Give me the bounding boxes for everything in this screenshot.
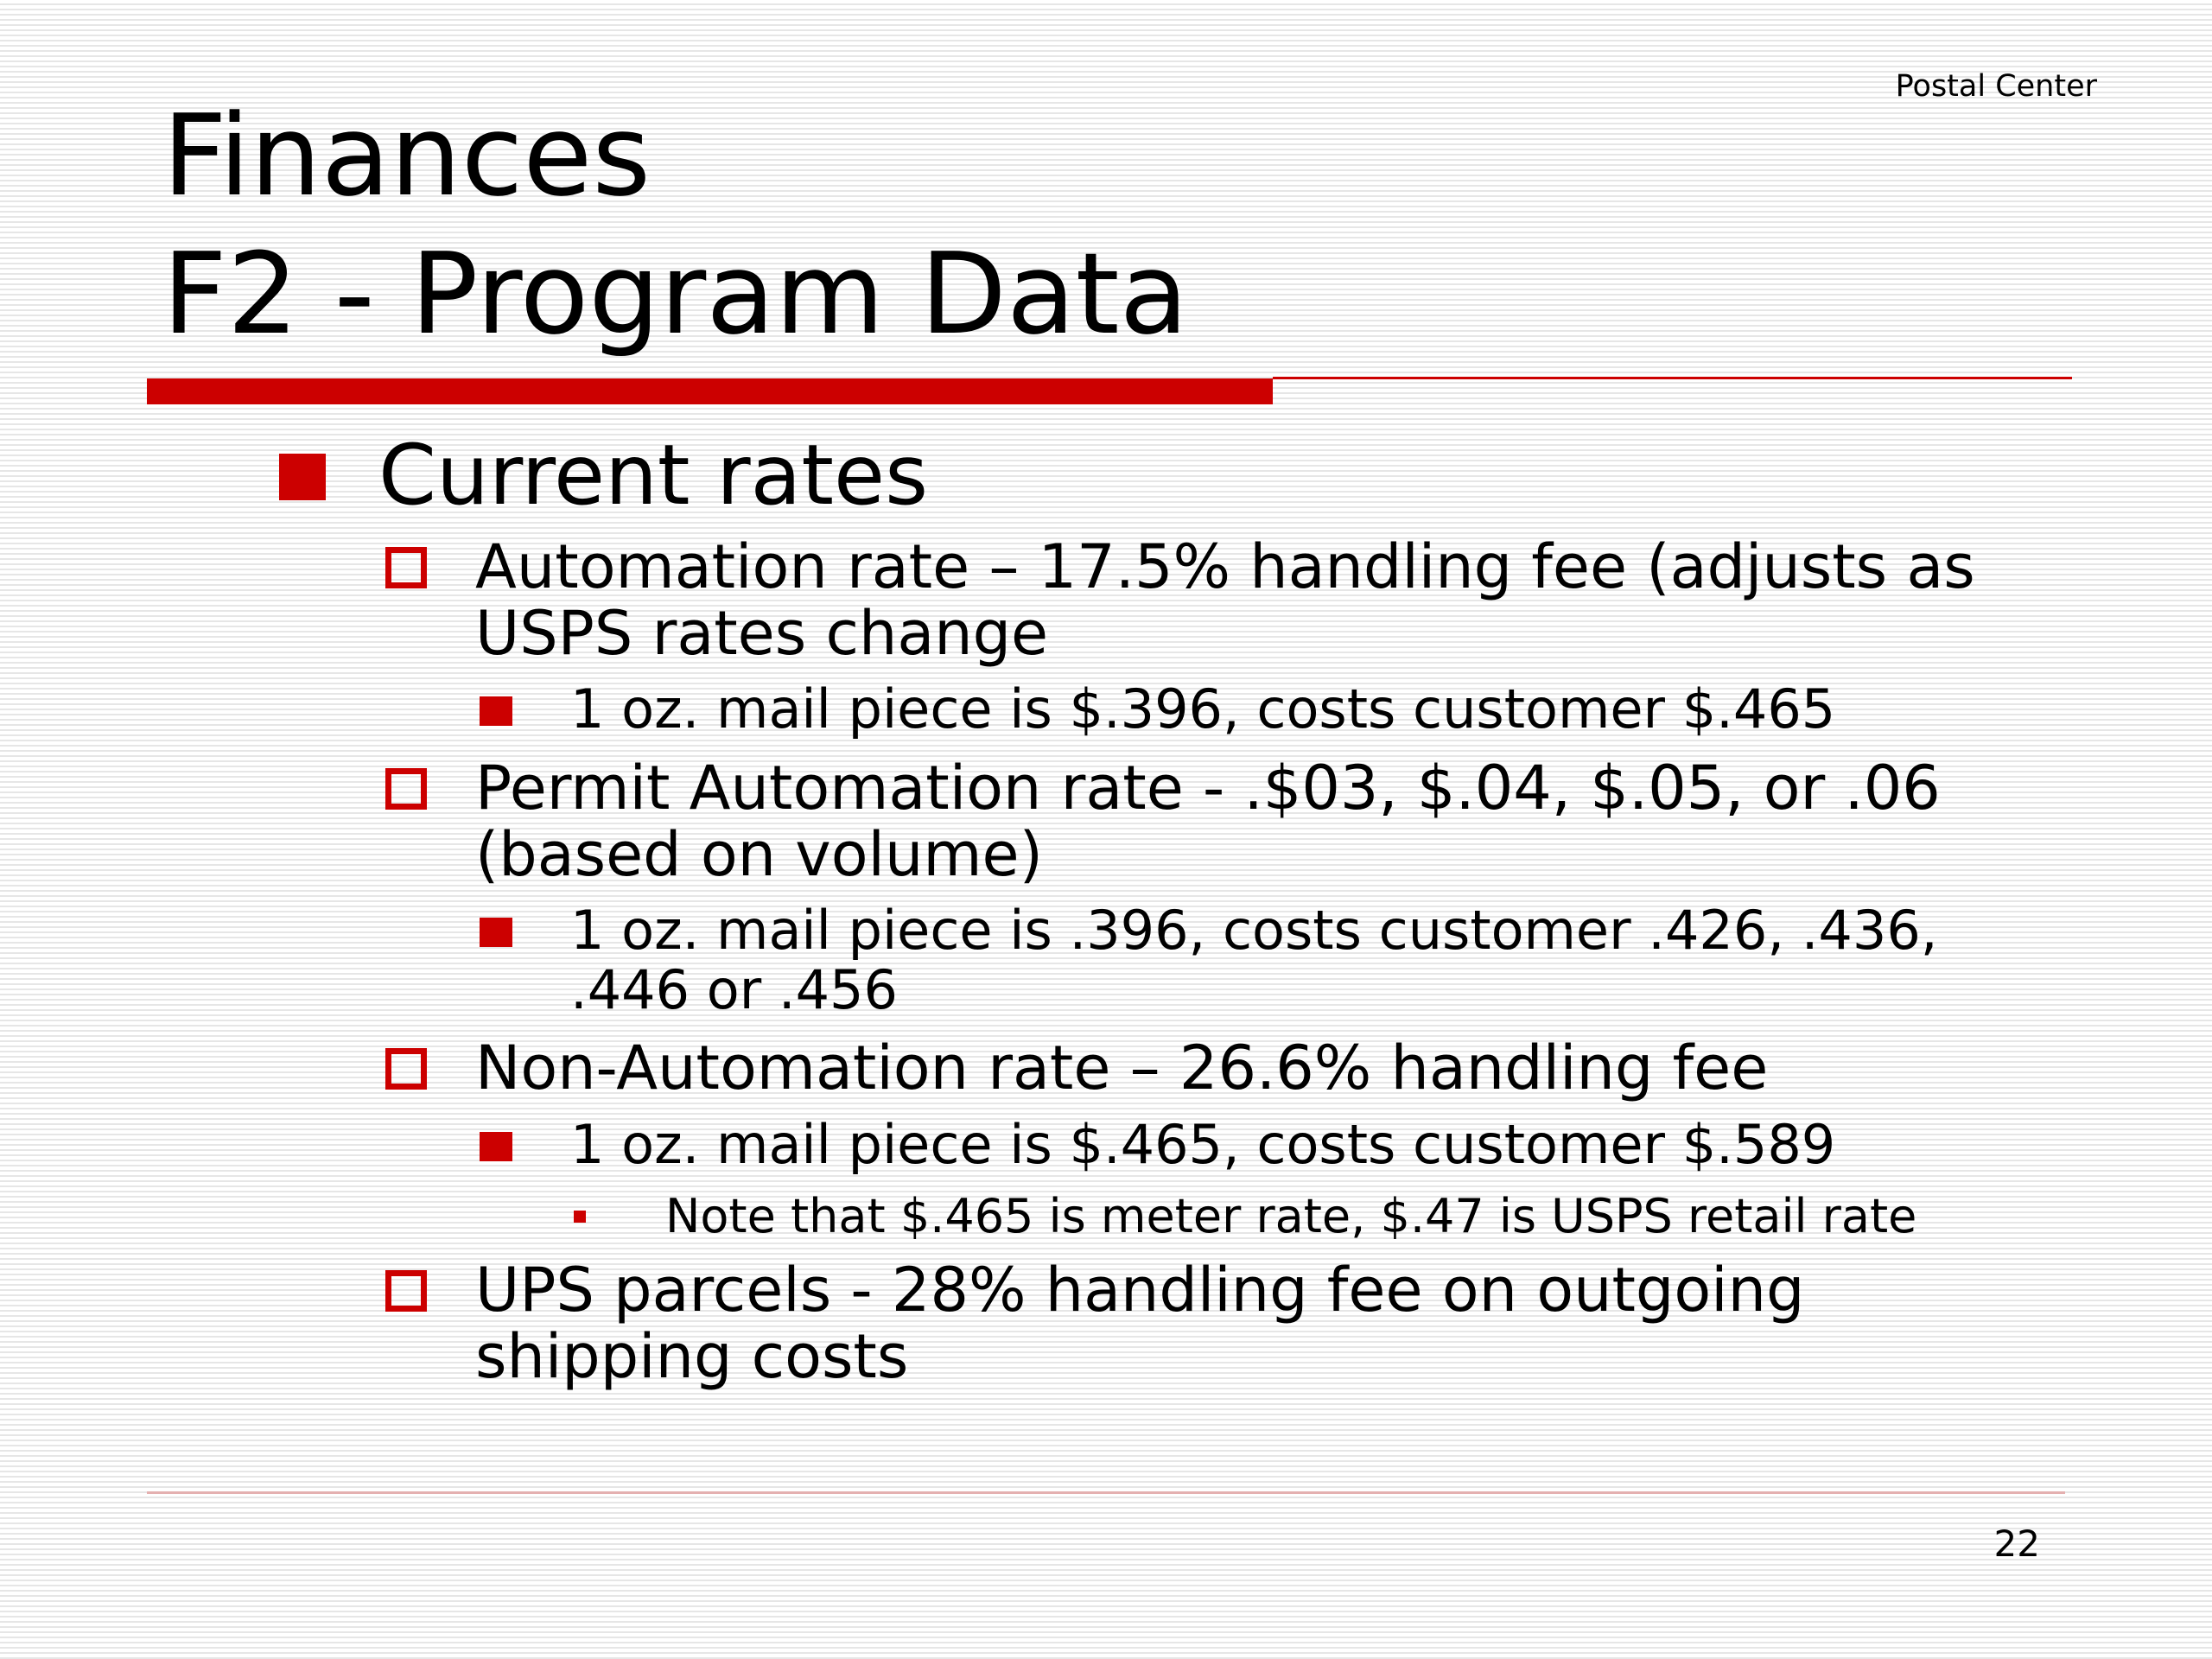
bullet-text: 1 oz. mail piece is $.465, costs customer $.589 bbox=[570, 1113, 1836, 1176]
filled-square-bullet-icon bbox=[279, 454, 326, 500]
filled-square-bullet-icon bbox=[480, 1132, 512, 1161]
bullet-text-continued: .446 or .456 bbox=[570, 958, 898, 1021]
hollow-square-bullet-icon bbox=[385, 1270, 427, 1312]
bullet-text-continued: shipping costs bbox=[475, 1321, 909, 1392]
bullet-text: 1 oz. mail piece is .396, costs customer .426, .436, bbox=[570, 899, 1938, 962]
bullet-text: Non-Automation rate – 26.6% handling fee bbox=[475, 1033, 1769, 1103]
hollow-square-bullet-icon bbox=[385, 768, 427, 810]
header-label: Postal Center bbox=[1895, 69, 2097, 104]
title-divider-thick bbox=[147, 378, 1273, 404]
bullet-text: Note that $.465 is meter rate, $.47 is USPS retail rate bbox=[665, 1189, 1917, 1243]
bullet-text: Current rates bbox=[378, 427, 929, 524]
bullet-text: Permit Automation rate - .$03, $.04, $.05, or .06 bbox=[475, 753, 1941, 823]
slide-title-line-2: F2 - Program Data bbox=[162, 228, 1189, 359]
small-square-bullet-icon bbox=[574, 1211, 586, 1223]
page-number: 22 bbox=[1993, 1522, 2040, 1565]
bullet-text-continued: (based on volume) bbox=[475, 819, 1043, 890]
footer-divider bbox=[147, 1491, 2065, 1494]
title-divider-thin bbox=[1273, 377, 2072, 379]
bullet-text-continued: USPS rates change bbox=[475, 598, 1049, 669]
bullet-text: 1 oz. mail piece is $.396, costs customer $.465 bbox=[570, 677, 1836, 741]
hollow-square-bullet-icon bbox=[385, 547, 427, 588]
filled-square-bullet-icon bbox=[480, 918, 512, 947]
slide-title-line-1: Finances bbox=[162, 90, 652, 221]
filled-square-bullet-icon bbox=[480, 696, 512, 726]
bullet-text: Automation rate – 17.5% handling fee (adjusts as bbox=[475, 531, 1975, 602]
bullet-text: UPS parcels - 28% handling fee on outgoing bbox=[475, 1255, 1805, 1325]
hollow-square-bullet-icon bbox=[385, 1048, 427, 1090]
